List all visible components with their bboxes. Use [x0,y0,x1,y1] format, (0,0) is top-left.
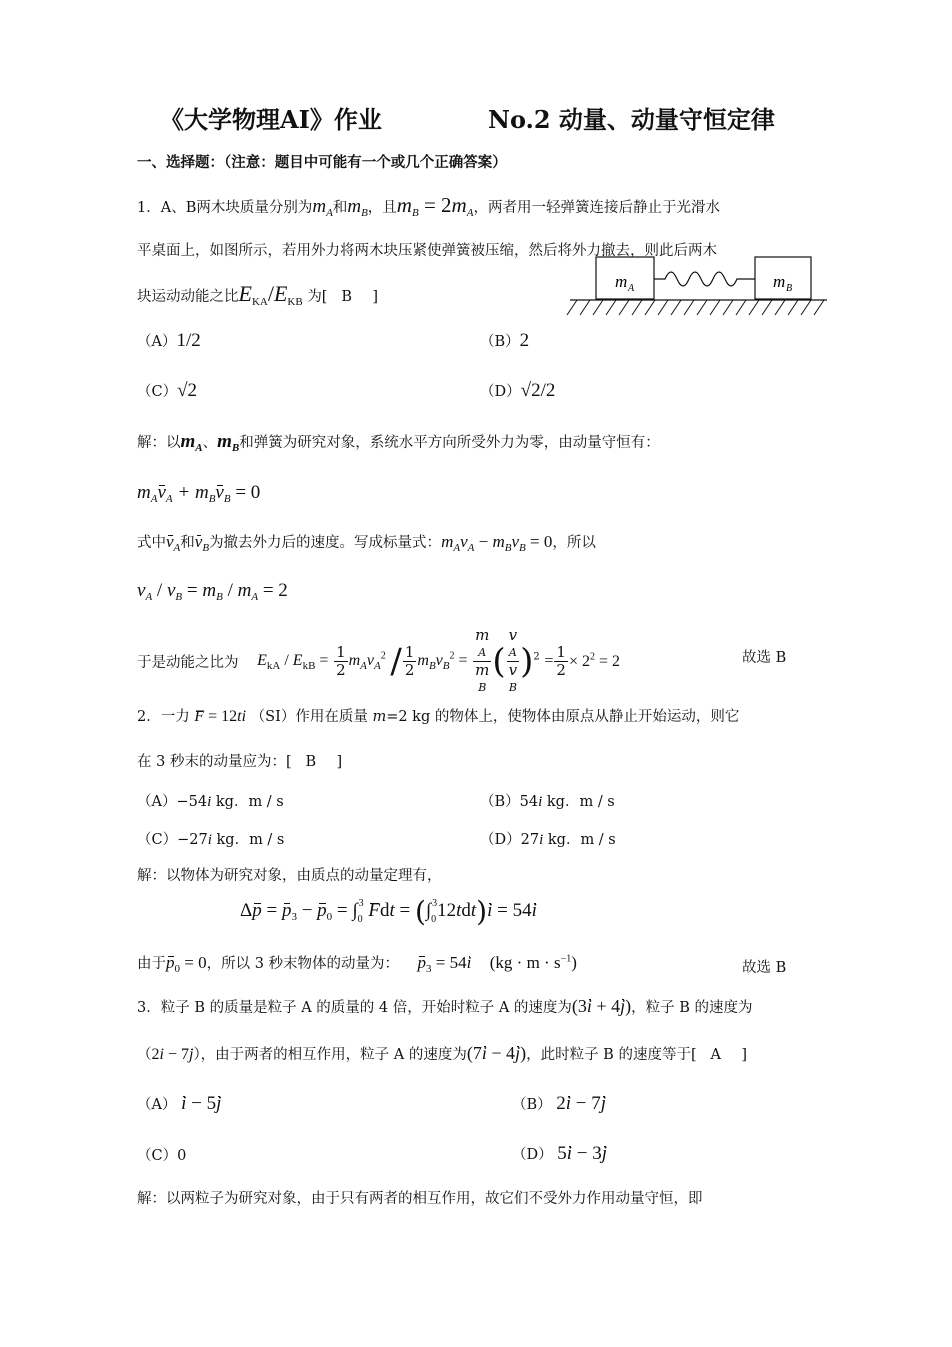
q2-option-d: （D）27i kg．m / s [480,832,616,848]
q2-solution-line3: 由于$p_0 = 0$，所以 3 秒末物体的动量为： $p_3 = 54i$ $(kg \cdot m \cdot s^{-1})$ [137,953,577,975]
q1-velocity-ratio: $v_A / v_B = m_B / m_A = 2$ [137,580,288,603]
q3-option-b: （B） 2i − 7j [512,1093,607,1114]
page-title [160,100,775,135]
q1-momentum-equation: $m_Av_A + m_Bv_B = 0$ [137,482,261,505]
title-course: 《大学物理AI》作业 [160,105,382,134]
q2-option-c: （C）−27i kg．m / s [137,832,285,848]
svg-text:B: B [786,283,793,294]
q3-option-d: （D） 5i − 3j [512,1143,608,1164]
q3-line2: （2i − 7j），由于两者的相互作用，粒子 A 的速度为(7i − 4j)，此时粒子 B 的速度等于[ A ] [137,1043,748,1063]
block-b-label: m [773,272,786,291]
q2-conclusion: 故选 B [742,960,787,976]
q1-option-b: （B）2 [480,330,530,351]
q1-option-d: （D）√2/2 [480,380,556,401]
q3-option-a: （A） i − 5j [137,1093,222,1114]
q3-line1: 3．粒子 B 的质量是粒子 A 的质量的 4 倍，开始时粒子 A 的速度为(3i + 4j)，粒子 B 的速度为 [137,996,753,1016]
q1-conclusion: 故选 B [742,650,787,666]
q1-line1: 1．A、B两木块质量分别为$m_A$和$m_B$，且$m_B = 2m_A$，两者用一轻弹簧连接后静止于光滑水 [137,193,720,219]
q2-line2: 在 3 秒末的动量应为：[ B ] [137,754,343,770]
q1-answer: B [341,289,354,305]
q1-option-c: （C）√2 [137,380,198,401]
block-a-label: m [615,272,628,291]
q1-solution-line1: 解：以$m_A$、$m_B$和弹簧为研究对象，系统水平方向所受外力为零，由动量守恒有： [137,431,660,454]
q3-answer: A [710,1047,723,1063]
q1-option-a: （A）1/2 [137,330,201,351]
q2-option-a: （A）−54i kg．m / s [137,794,284,810]
q2-line1: 2．一力 F = 12ti （SI）作用在质量 m=2 kg 的物体上，使物体由原点从静止开始运动，则它 [137,708,740,725]
spring-blocks-figure [565,255,830,317]
q1-solution-line3: 式中$v_A$和$v_B$为撤去外力后的速度。写成标量式：$m_Av_A - m_Bv_B = 0$，所以 [137,532,596,554]
q2-option-b: （B）54i kg．m / s [480,794,615,810]
q3-solution-line1: 解：以两粒子为研究对象，由于只有两者的相互作用，故它们不受外力作用动量守恒，即 [137,1191,703,1207]
svg-text:A: A [628,283,635,294]
q1-kinetic-energy-ratio: 于是动能之比为 $E_{kA} / E_{kB}$ = $\frac{1}{2}$ $m_Av_A^2$ / $\frac{1}{2}$ $m_Bv_B^2$ = m A m B ( v A v B )$^2$ = $\frac{1}{2}$ × $2^2 = 2$ [137,626,621,694]
spring [654,272,755,286]
title-chapter: No.2 动量、动量守恒定律 [488,105,775,134]
section-heading: 一、选择题：（注意：题目中可能有一个或几个正确答案） [137,154,507,171]
q2-solution-line1: 解：以物体为研究对象，由质点的动量定理有， [137,868,442,884]
q1-line2: 平桌面上，如图所示，若用外力将两木块压紧使弹簧被压缩，然后将外力撤去，则此后两木 [137,243,717,259]
q2-impulse-equation: $\Delta p = p_3 - p_0 = \int_0^3$ Fdt = $(\int_0^312tdt)i = 54i$ [240,895,537,928]
q2-answer: B [305,754,319,770]
q3-option-c: （C）0 [137,1148,187,1164]
ground-hatching [567,300,824,315]
q1-line3: 块运动动能之比$E_{KA}/E_{KB}$ 为[ B ] [137,281,379,308]
